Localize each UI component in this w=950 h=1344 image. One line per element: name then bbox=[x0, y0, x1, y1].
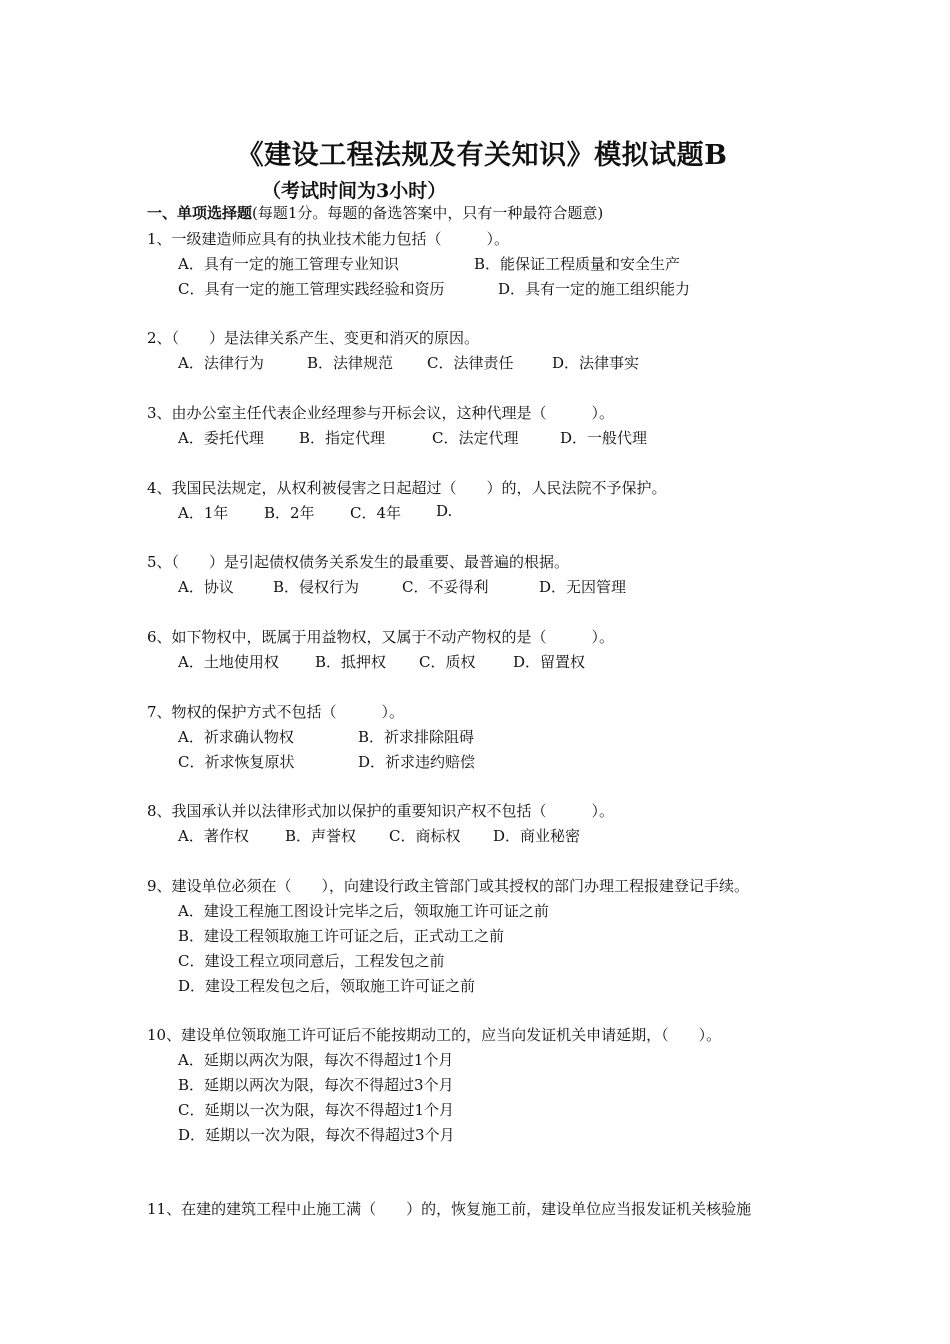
question-stem: 7、物权的保护方式不包括（ ）。 bbox=[147, 703, 405, 721]
question-stem: 10、建设单位领取施工许可证后不能按期动工的，应当向发证机关申请延期，（ ）。 bbox=[147, 1026, 722, 1044]
question-option: A．1年 bbox=[178, 504, 229, 522]
question-option: D．法律事实 bbox=[552, 354, 640, 372]
question-option: D．祈求违约赔偿 bbox=[358, 753, 476, 771]
question-option: A．具有一定的施工管理专业知识 bbox=[178, 255, 399, 273]
question-option: C．建设工程立项同意后，工程发包之前 bbox=[178, 952, 445, 970]
question-stem: 6、如下物权中，既属于用益物权，又属于不动产物权的是（ ）。 bbox=[147, 628, 615, 646]
question-option: D．一般代理 bbox=[560, 429, 648, 447]
question-option: B．法律规范 bbox=[307, 354, 394, 372]
question-option: B．抵押权 bbox=[315, 653, 387, 671]
question-option: A．建设工程施工图设计完毕之后，领取施工许可证之前 bbox=[178, 902, 549, 920]
question-option: A．土地使用权 bbox=[178, 653, 279, 671]
question-stem: 3、由办公室主任代表企业经理参与开标会议，这种代理是（ ）。 bbox=[147, 404, 615, 422]
question-stem: 2、（ ）是法律关系产生、变更和消灭的原因。 bbox=[147, 329, 480, 347]
question-option: D．商业秘密 bbox=[493, 827, 581, 845]
question-stem: 5、（ ）是引起债权债务关系发生的最重要、最普遍的根据。 bbox=[147, 553, 570, 571]
question-option: B．指定代理 bbox=[299, 429, 386, 447]
document-title: 《建设工程法规及有关知识》模拟试题B bbox=[236, 140, 728, 171]
question-option: C．延期以一次为限，每次不得超过1个月 bbox=[178, 1101, 455, 1119]
question-option: C．祈求恢复原状 bbox=[178, 753, 295, 771]
section-heading-note: (每题1分。每题的备选答案中，只有一种最符合题意) bbox=[252, 204, 604, 222]
question-option: D．无因管理 bbox=[539, 578, 627, 596]
question-option: C．法律责任 bbox=[427, 354, 514, 372]
question-option: D．具有一定的施工组织能力 bbox=[498, 280, 691, 298]
question-option: B．能保证工程质量和安全生产 bbox=[474, 255, 681, 273]
question-option: B．2年 bbox=[264, 504, 315, 522]
question-option: A．协议 bbox=[178, 578, 234, 596]
question-option: D. bbox=[436, 502, 453, 520]
question-option: C．商标权 bbox=[389, 827, 461, 845]
question-stem: 8、我国承认并以法律形式加以保护的重要知识产权不包括（ ）。 bbox=[147, 802, 615, 820]
question-option: B．建设工程领取施工许可证之后，正式动工之前 bbox=[178, 927, 505, 945]
question-option: C．法定代理 bbox=[432, 429, 519, 447]
question-option: A．法律行为 bbox=[178, 354, 264, 372]
question-stem: 4、我国民法规定，从权利被侵害之日起超过（ ）的，人民法院不予保护。 bbox=[147, 479, 667, 497]
question-option: B．声誉权 bbox=[285, 827, 357, 845]
question-option: C．质权 bbox=[419, 653, 476, 671]
question-option: D．建设工程发包之后，领取施工许可证之前 bbox=[178, 977, 476, 995]
question-option: A．委托代理 bbox=[178, 429, 264, 447]
question-stem: 11、在建的建筑工程中止施工满（ ）的，恢复施工前，建设单位应当报发证机关核验施 bbox=[147, 1200, 752, 1218]
question-option: A．延期以两次为限，每次不得超过1个月 bbox=[178, 1051, 454, 1069]
section-heading-label: 一、单项选择题 bbox=[147, 204, 253, 222]
question-option: D．延期以一次为限，每次不得超过3个月 bbox=[178, 1126, 455, 1144]
question-option: C．4年 bbox=[350, 504, 402, 522]
question-option: B．延期以两次为限，每次不得超过3个月 bbox=[178, 1076, 454, 1094]
question-option: C．不妥得利 bbox=[402, 578, 489, 596]
document-subtitle: （考试时间为3小时） bbox=[262, 180, 447, 202]
question-option: A．著作权 bbox=[178, 827, 249, 845]
question-option: D．留置权 bbox=[513, 653, 586, 671]
question-option: C．具有一定的施工管理实践经验和资历 bbox=[178, 280, 445, 298]
question-option: B．祈求排除阻碍 bbox=[358, 728, 475, 746]
section-heading bbox=[147, 202, 603, 223]
question-stem: 1、一级建造师应具有的执业技术能力包括（ ）。 bbox=[147, 230, 510, 248]
question-stem: 9、建设单位必须在（ ），向建设行政主管部门或其授权的部门办理工程报建登记手续。 bbox=[147, 877, 750, 895]
question-option: B．侵权行为 bbox=[273, 578, 360, 596]
question-option: A．祈求确认物权 bbox=[178, 728, 294, 746]
